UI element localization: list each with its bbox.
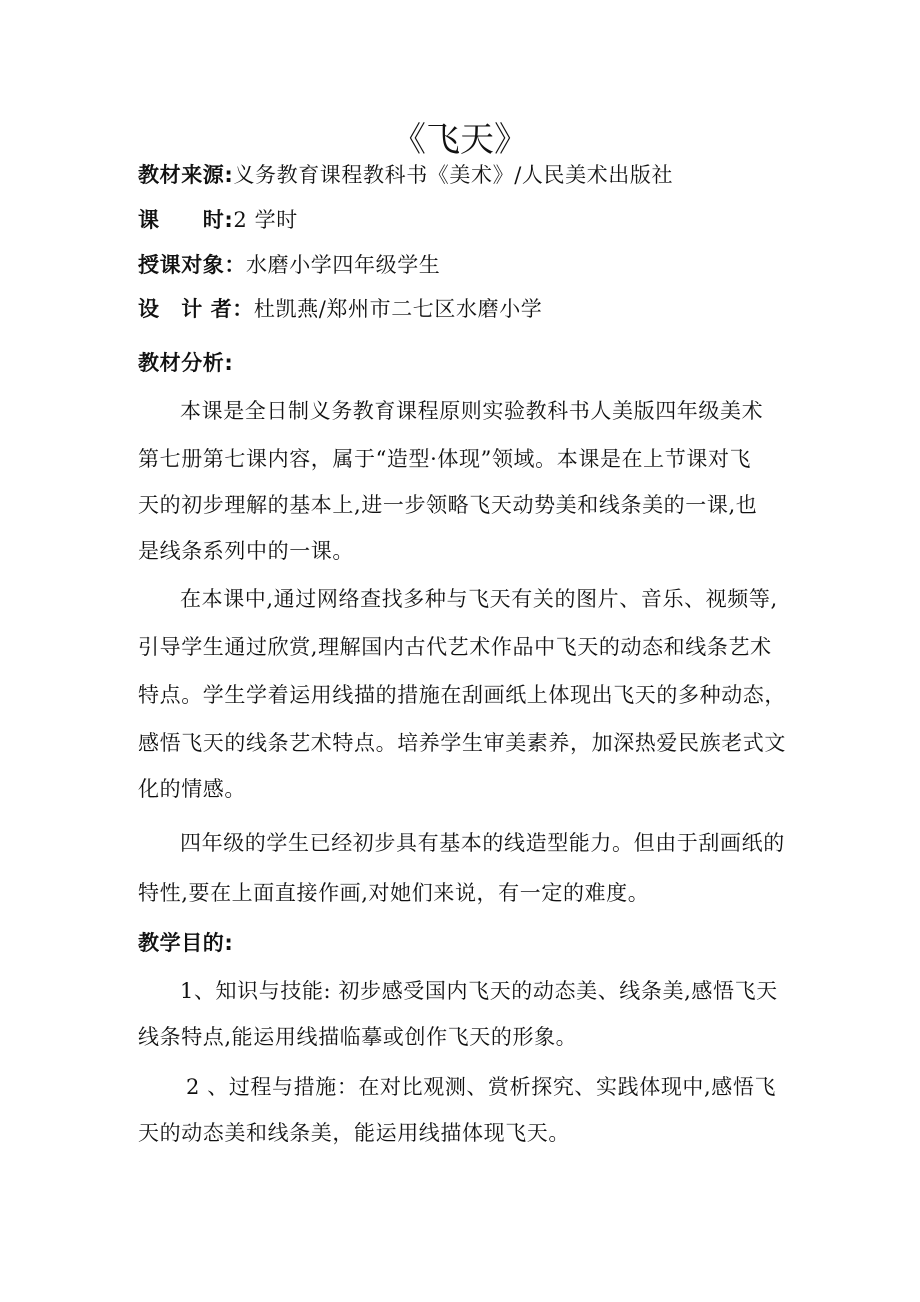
meta-designer <box>138 296 542 322</box>
meta-source <box>138 162 673 188</box>
meta-value: 杜凯燕/郑州市二七区水磨小学 <box>253 297 543 321</box>
meta-label: 教材来源: <box>138 163 234 187</box>
paragraph-line: 引导学生通过欣赏,理解国内古代艺术作品中飞天的动态和线条艺术 <box>138 635 772 659</box>
document-title: 《飞天》 <box>392 120 528 160</box>
meta-label: 授课对象： <box>138 253 246 277</box>
paragraph-line: 化的情感。 <box>138 777 246 801</box>
section-heading-goals: 教学目的: <box>138 931 234 955</box>
meta-label: 设 计 者： <box>138 297 254 321</box>
paragraph-line: 四年级的学生已经初步具有基本的线造型能力。但由于刮画纸的 <box>180 831 785 855</box>
paragraph-line: 特性,要在上面直接作画,对她们来说，有一定的难度。 <box>138 881 650 905</box>
meta-hours <box>138 207 298 233</box>
paragraph-line: 天的初步理解的基本上,进一步领略飞天动势美和线条美的一课,也 <box>138 493 758 517</box>
paragraph-line: 感悟飞天的线条艺术特点。培养学生审美素养，加深热爱民族老式文 <box>138 731 786 755</box>
paragraph-line: 在本课中,通过网络查找多种与飞天有关的图片、音乐、视频等, <box>180 587 778 611</box>
paragraph-line: 线条特点,能运用线描临摹或创作飞天的形象。 <box>138 1025 578 1049</box>
paragraph-line: 2 、过程与措施：在对比观测、赏析探究、实践体现中,感悟飞 <box>186 1075 777 1099</box>
meta-value: 水磨小学四年级学生 <box>246 253 441 277</box>
paragraph-line: 是线条系列中的一课。 <box>138 539 354 563</box>
paragraph-line: 本课是全日制义务教育课程原则实验教科书人美版四年级美术 <box>180 399 764 423</box>
meta-value: 2 学时 <box>233 208 298 232</box>
paragraph-line: 第七册第七课内容，属于“造型·体现”领域。本课是在上节课对飞 <box>138 447 752 471</box>
meta-label: 课 时: <box>138 208 234 232</box>
paragraph-line: 1、知识与技能: 初步感受国内飞天的动态美、线条美,感悟飞天 <box>180 979 778 1003</box>
meta-audience <box>138 252 440 278</box>
paragraph-line: 天的动态美和线条美，能运用线描体现飞天。 <box>138 1121 570 1145</box>
meta-value: 义务教育课程教科书《美术》/人民美术出版社 <box>233 163 674 187</box>
paragraph-line: 特点。学生学着运用线描的措施在刮画纸上体现出飞天的多种动态， <box>138 683 786 707</box>
section-heading-analysis: 教材分析: <box>138 351 234 375</box>
